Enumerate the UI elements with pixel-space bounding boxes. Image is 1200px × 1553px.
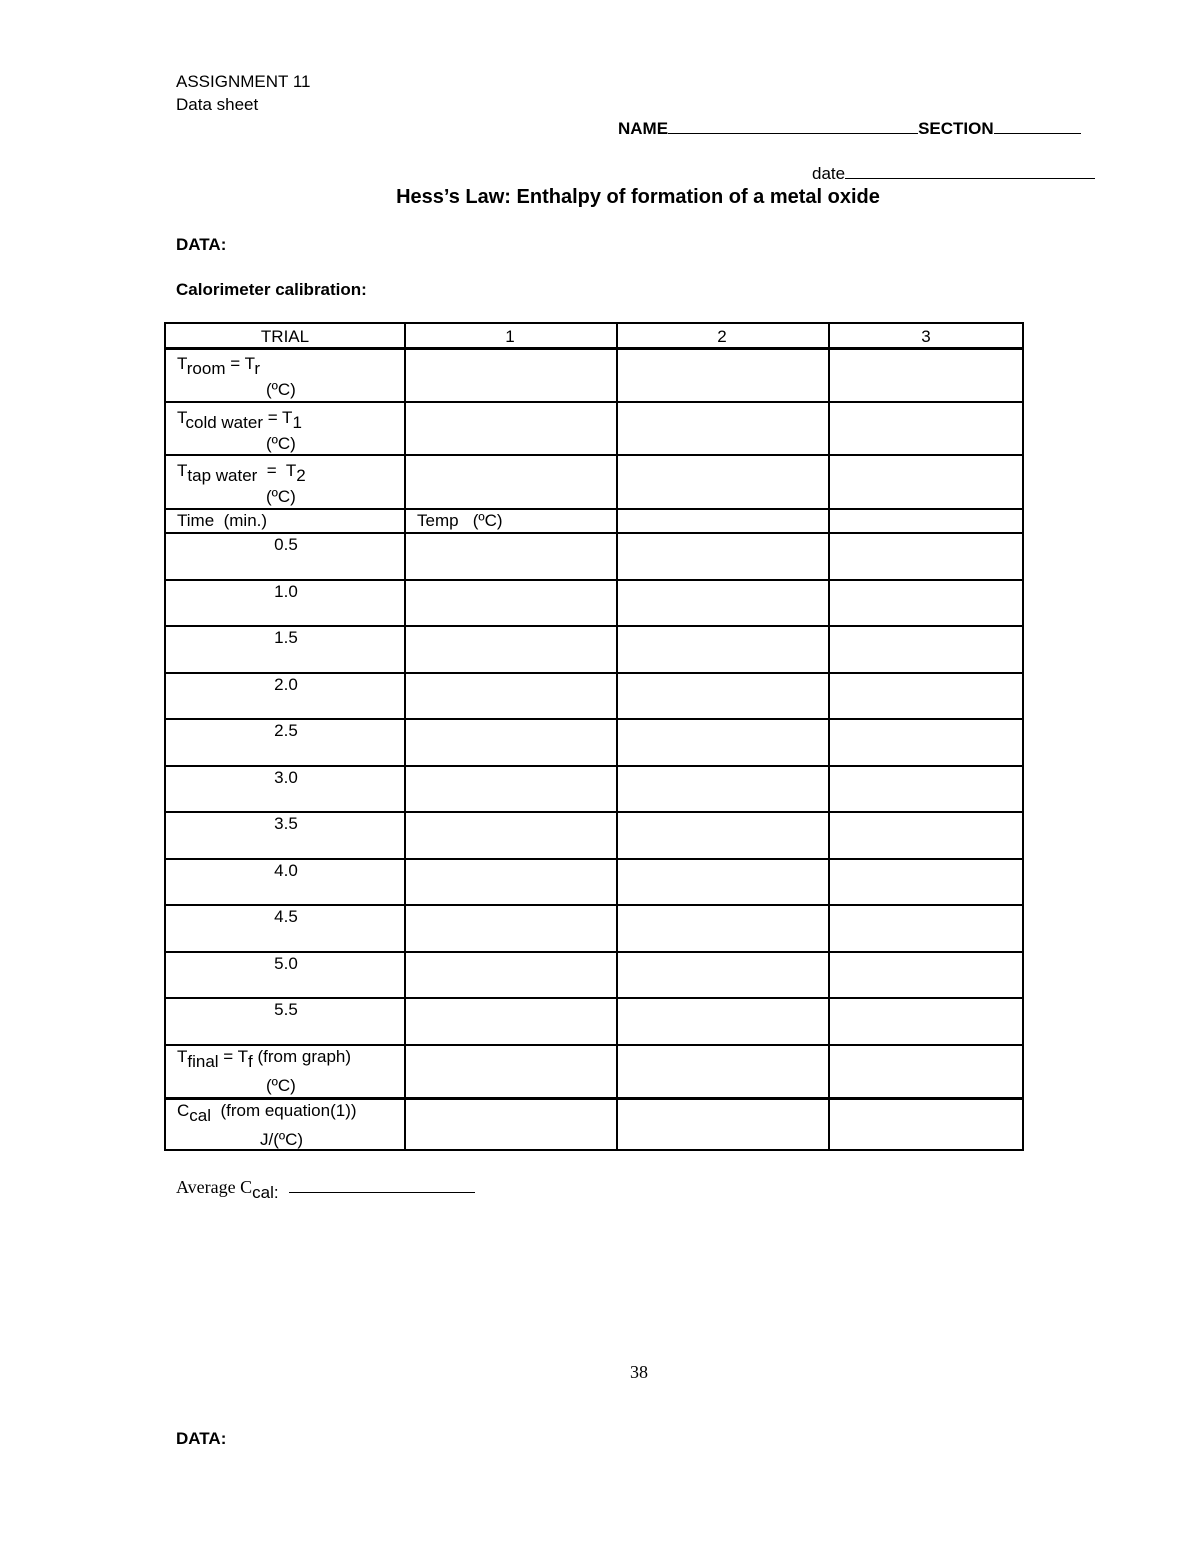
average-ccal-field[interactable]: [289, 1176, 475, 1193]
time-value: 5.0: [274, 954, 298, 973]
row-divider: [166, 401, 1022, 403]
header-trial-2: 2: [717, 327, 727, 346]
time-value: 4.0: [274, 861, 298, 880]
time-value: 1.0: [274, 582, 298, 601]
name-field[interactable]: [668, 117, 918, 134]
section-field[interactable]: [994, 117, 1081, 134]
time-value: 1.5: [274, 628, 298, 647]
ttap-unit: (ºC): [266, 487, 296, 506]
name-label: NAME: [618, 119, 669, 138]
time-value: 2.0: [274, 675, 298, 694]
calibration-table: [164, 322, 1024, 1151]
troom-label: Troom = Tr: [177, 354, 260, 378]
row-divider: [166, 672, 1022, 674]
header-trial-3: 3: [921, 327, 931, 346]
row-divider: [166, 508, 1022, 510]
tcold-label: Tcold water = T1: [177, 408, 302, 432]
temp-header: Temp (ºC): [417, 511, 503, 530]
header-trial-1: 1: [505, 327, 515, 346]
date-label: date: [812, 164, 846, 183]
time-header: Time (min.): [177, 511, 268, 530]
row-divider: [166, 347, 1022, 350]
time-value: 3.0: [274, 768, 298, 787]
row-divider: [166, 625, 1022, 627]
troom-unit: (ºC): [266, 380, 296, 399]
date-row: [812, 162, 1095, 184]
ccal-label: Ccal (from equation(1)): [177, 1101, 357, 1125]
ttap-label: Ttap water = T2: [177, 461, 306, 485]
row-divider: [166, 951, 1022, 953]
average-label: Average C: [176, 1177, 253, 1197]
section-label: SECTION: [918, 119, 994, 138]
average-colon: :: [273, 1183, 279, 1202]
row-divider: [166, 579, 1022, 581]
average-sub: cal: [252, 1183, 274, 1202]
footer-data-label: DATA:: [176, 1429, 227, 1448]
time-value: 5.5: [274, 1000, 298, 1019]
col-divider: [828, 324, 830, 1149]
assignment-label: ASSIGNMENT 11: [176, 72, 311, 91]
tfinal-label: Tfinal = Tf (from graph): [177, 1047, 352, 1071]
page-number: 38: [630, 1362, 648, 1382]
header-trial: TRIAL: [260, 327, 310, 346]
row-divider: [166, 454, 1022, 456]
row-divider: [166, 811, 1022, 813]
time-value: 4.5: [274, 907, 298, 926]
row-divider: [166, 1097, 1022, 1100]
row-divider: [166, 765, 1022, 767]
row-divider: [166, 904, 1022, 906]
time-value: 3.5: [274, 814, 298, 833]
time-value: 2.5: [274, 721, 298, 740]
row-divider: [166, 718, 1022, 720]
row-divider: [166, 858, 1022, 860]
average-ccal-row: [176, 1176, 475, 1202]
row-divider: [166, 532, 1022, 534]
date-field[interactable]: [845, 162, 1095, 179]
ccal-unit: J/(ºC): [260, 1130, 304, 1149]
time-value: 0.5: [274, 535, 298, 554]
row-divider: [166, 997, 1022, 999]
calibration-label: Calorimeter calibration:: [176, 280, 367, 299]
name-section-row: [618, 117, 1081, 139]
page-title: Hess’s Law: Enthalpy of formation of a metal oxide: [396, 186, 880, 208]
tfinal-unit: (ºC): [266, 1076, 296, 1095]
tcold-unit: (ºC): [266, 434, 296, 453]
row-divider: [166, 1044, 1022, 1046]
col-divider: [616, 324, 618, 1149]
data-sheet-label: Data sheet: [176, 95, 259, 114]
data-label: DATA:: [176, 235, 227, 254]
